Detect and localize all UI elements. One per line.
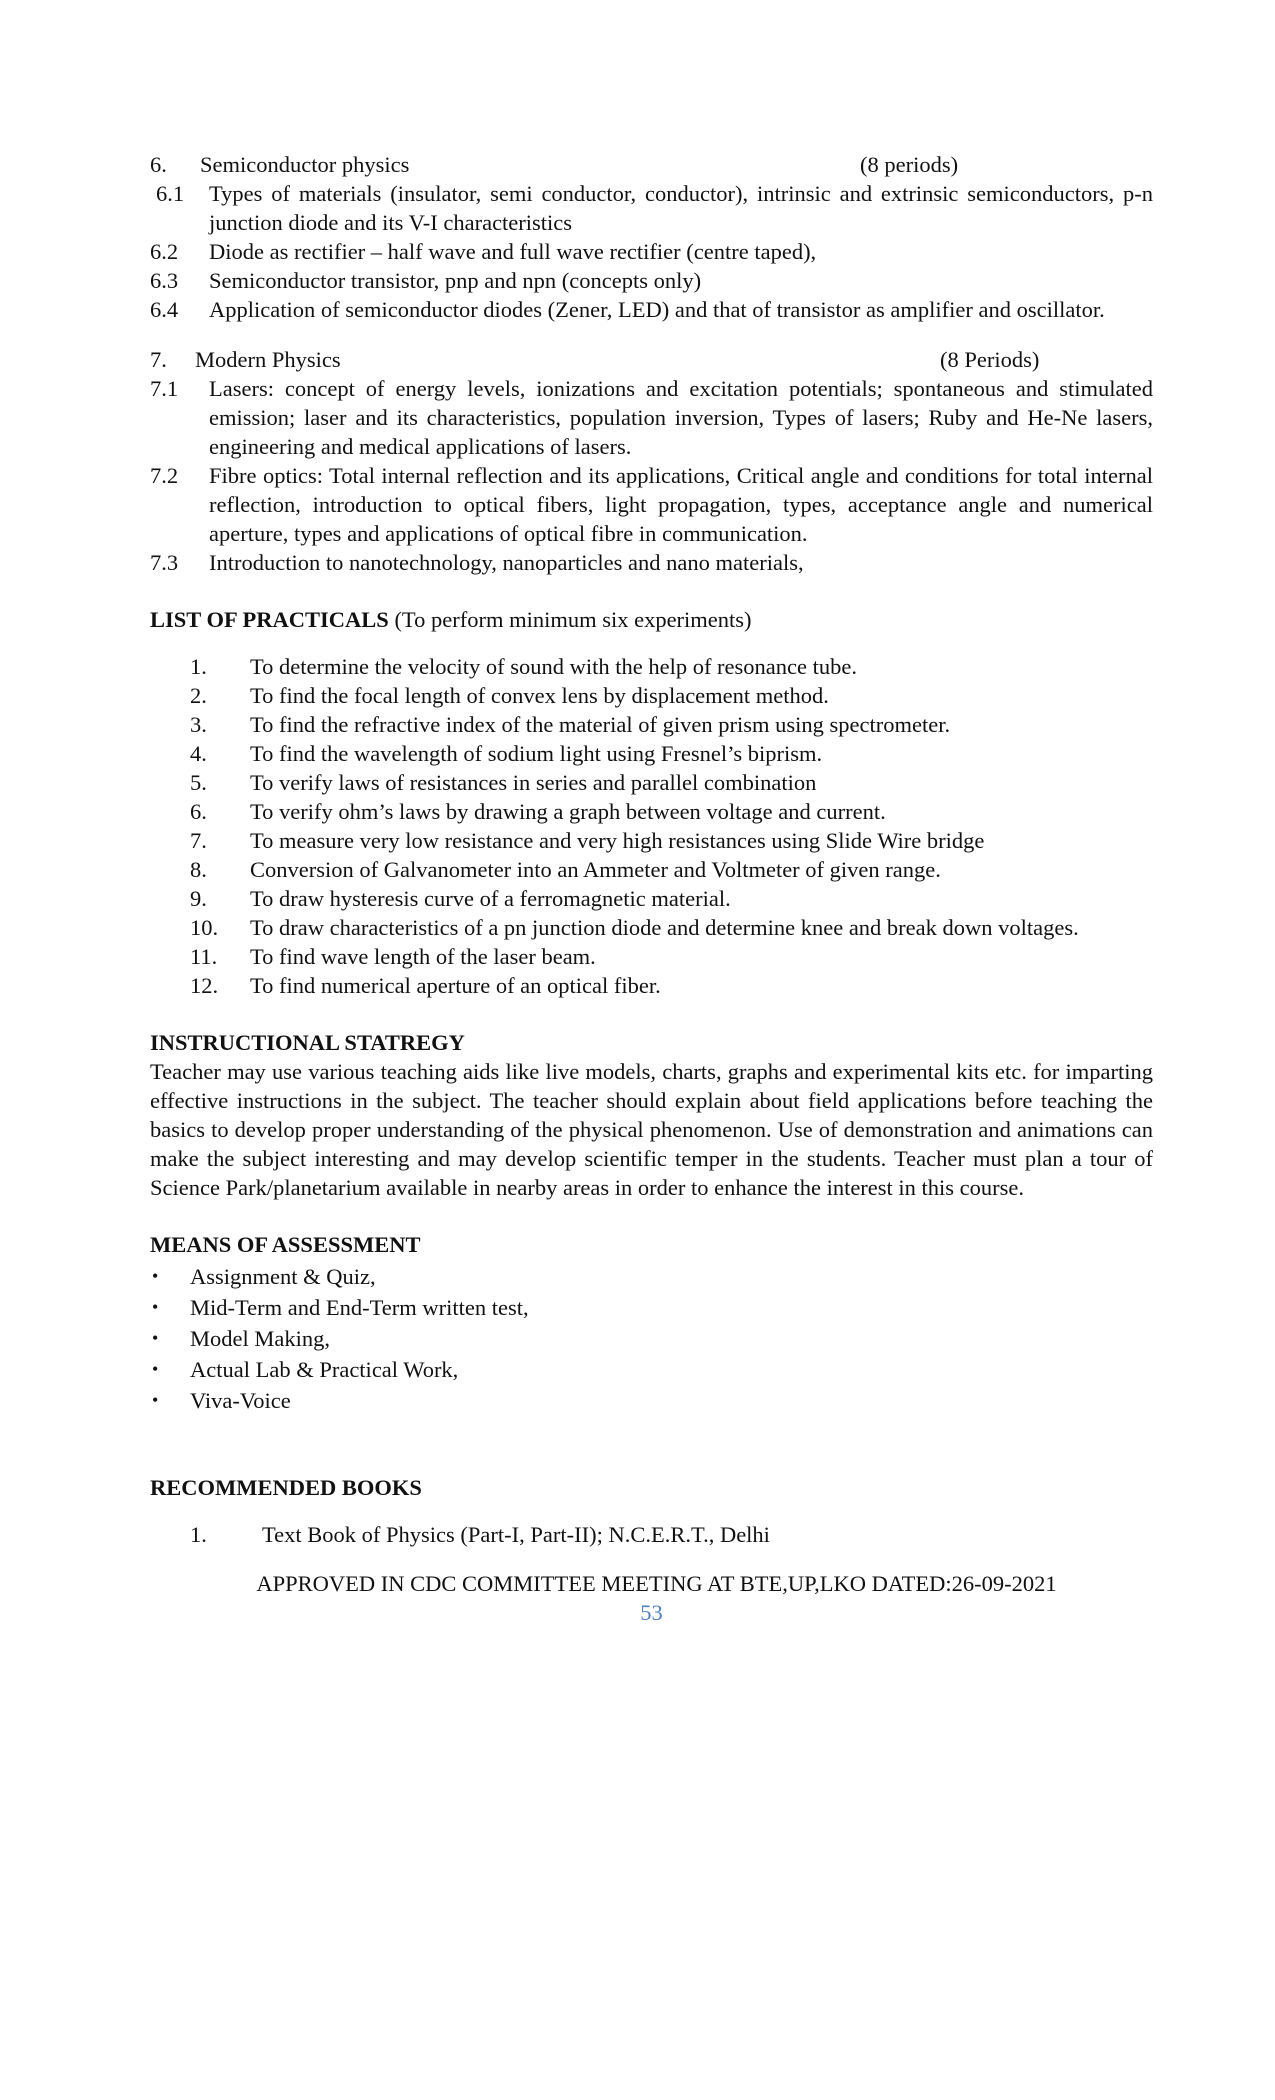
bullet-icon: • [152, 1297, 159, 1317]
list-text: To find wave length of the laser beam. [250, 944, 596, 969]
topic-number: 7.1 [150, 376, 179, 401]
list-number: 10. [190, 915, 219, 940]
topic-item [150, 548, 1153, 577]
list-number: 7. [190, 828, 207, 853]
list-number: 4. [190, 741, 207, 766]
strategy-heading: INSTRUCTIONAL STATREGY [150, 1030, 465, 1055]
topic-number: 6.1 [156, 181, 185, 206]
list-item [150, 1520, 1153, 1549]
list-text: To verify laws of resistances in series and parallel combination [250, 770, 817, 795]
unit-number: 6. [150, 152, 167, 177]
list-item [150, 826, 1153, 855]
topic-item [150, 179, 1153, 237]
list-item [150, 1261, 1153, 1292]
topic-text: Fibre optics: Total internal reflection and its applications, Critical angle and conditions for total internal reflection, introduction to optical fibers, light propagation, types, acceptance angle and numerical aperture, types and applications of optical fibre in communication. [209, 463, 1153, 546]
list-item [150, 971, 1153, 1000]
unit-7-heading [150, 345, 1153, 374]
list-number: 6. [190, 799, 207, 824]
list-text: Model Making, [190, 1326, 330, 1351]
unit-periods: (8 Periods) [940, 347, 1040, 372]
practicals-list [150, 652, 1153, 1000]
list-item [150, 913, 1153, 942]
bullet-icon: • [152, 1390, 159, 1410]
unit-title: Semiconductor physics [200, 152, 410, 177]
list-text: Conversion of Galvanometer into an Ammeter and Voltmeter of given range. [250, 857, 941, 882]
bullet-icon: • [152, 1328, 159, 1348]
topic-item [150, 374, 1153, 461]
topic-text: Diode as rectifier – half wave and full wave rectifier (centre taped), [209, 239, 817, 264]
list-item [150, 1292, 1153, 1323]
list-number: 8. [190, 857, 207, 882]
list-item [150, 884, 1153, 913]
list-item [150, 681, 1153, 710]
topic-text: Types of materials (insulator, semi conductor, conductor), intrinsic and extrinsic semiconductors, p-n junction diode and its V-I characteristics [209, 181, 1153, 235]
list-number: 12. [190, 973, 219, 998]
list-text: To verify ohm’s laws by drawing a graph between voltage and current. [250, 799, 886, 824]
topic-number: 6.2 [150, 239, 179, 264]
bullet-icon: • [152, 1359, 159, 1379]
list-item [150, 768, 1153, 797]
section-title: LIST OF PRACTICALS [150, 607, 389, 632]
topic-item [150, 237, 1153, 266]
list-text: To determine the velocity of sound with the help of resonance tube. [250, 654, 857, 679]
list-item [150, 855, 1153, 884]
unit-title: Modern Physics [195, 347, 341, 372]
list-item [150, 739, 1153, 768]
list-item [150, 942, 1153, 971]
list-text: To measure very low resistance and very high resistances using Slide Wire bridge [250, 828, 985, 853]
unit-periods: (8 periods) [860, 152, 959, 177]
assessment-heading: MEANS OF ASSESSMENT [150, 1232, 421, 1257]
topic-item [150, 266, 1153, 295]
list-text: To find the refractive index of the material of given prism using spectrometer. [250, 712, 951, 737]
list-text: To find numerical aperture of an optical fiber. [250, 973, 661, 998]
bullet-icon: • [152, 1266, 159, 1286]
list-text: To draw characteristics of a pn junction diode and determine knee and break down voltages. [250, 915, 1079, 940]
books-heading: RECOMMENDED BOOKS [150, 1475, 422, 1500]
list-text: To draw hysteresis curve of a ferromagnetic material. [250, 886, 731, 911]
topic-text: Semiconductor transistor, pnp and npn (concepts only) [209, 268, 702, 293]
list-item [150, 710, 1153, 739]
list-number: 5. [190, 770, 207, 795]
list-number: 3. [190, 712, 207, 737]
list-text: Text Book of Physics (Part-I, Part-II); N.C.E.R.T., Delhi [262, 1522, 770, 1547]
list-item [150, 1323, 1153, 1354]
list-number: 11. [190, 944, 218, 969]
strategy-paragraph: Teacher may use various teaching aids like live models, charts, graphs and experimental kits etc. for imparting effective instructions in the subject. The teacher should explain about field applications before teaching the basics to develop proper understanding of the physical phenomenon. Use of demonstration and animations can make the subject interesting and may develop scientific temper in the students. Teacher must plan a tour of Science Park/planetarium available in nearby areas in order to enhance the interest in this course. [150, 1059, 1153, 1200]
list-number: 9. [190, 886, 207, 911]
topic-text: Introduction to nanotechnology, nanoparticles and nano materials, [209, 550, 804, 575]
list-text: Viva-Voice [190, 1388, 291, 1413]
list-text: Mid-Term and End-Term written test, [190, 1295, 529, 1320]
page-content [150, 150, 1153, 1627]
topic-number: 6.4 [150, 297, 179, 322]
list-text: Assignment & Quiz, [190, 1264, 376, 1289]
topic-number: 7.2 [150, 463, 179, 488]
list-item [150, 1354, 1153, 1385]
list-item [150, 1385, 1153, 1416]
assessment-list [150, 1261, 1153, 1416]
unit-number: 7. [150, 347, 167, 372]
list-item [150, 652, 1153, 681]
topic-item [150, 295, 1153, 324]
topic-item [150, 461, 1153, 548]
list-number: 2. [190, 683, 207, 708]
topic-text: Application of semiconductor diodes (Zener, LED) and that of transistor as amplifier and oscillator. [209, 297, 1105, 322]
practicals-note: (To perform minimum six experiments) [394, 607, 752, 632]
practicals-heading [150, 605, 1153, 634]
list-text: To find the focal length of convex lens by displacement method. [250, 683, 829, 708]
list-number: 1. [190, 1522, 207, 1547]
unit-6-heading [150, 150, 1153, 179]
topic-text: Lasers: concept of energy levels, ionizations and excitation potentials; spontaneous and stimulated emission; laser and its characteristics, population inversion, Types of lasers; Ruby and He-Ne lasers, engineering and medical applications of lasers. [209, 376, 1153, 459]
approval-note: APPROVED IN CDC COMMITTEE MEETING AT BTE,UP,LKO DATED:26-09-2021 [256, 1571, 1057, 1596]
page-number: 53 [640, 1600, 663, 1625]
page-footer [150, 1569, 1153, 1627]
topic-number: 6.3 [150, 268, 179, 293]
list-text: To find the wavelength of sodium light using Fresnel’s biprism. [250, 741, 823, 766]
topic-number: 7.3 [150, 550, 179, 575]
list-item [150, 797, 1153, 826]
list-text: Actual Lab & Practical Work, [190, 1357, 459, 1382]
list-number: 1. [190, 654, 207, 679]
